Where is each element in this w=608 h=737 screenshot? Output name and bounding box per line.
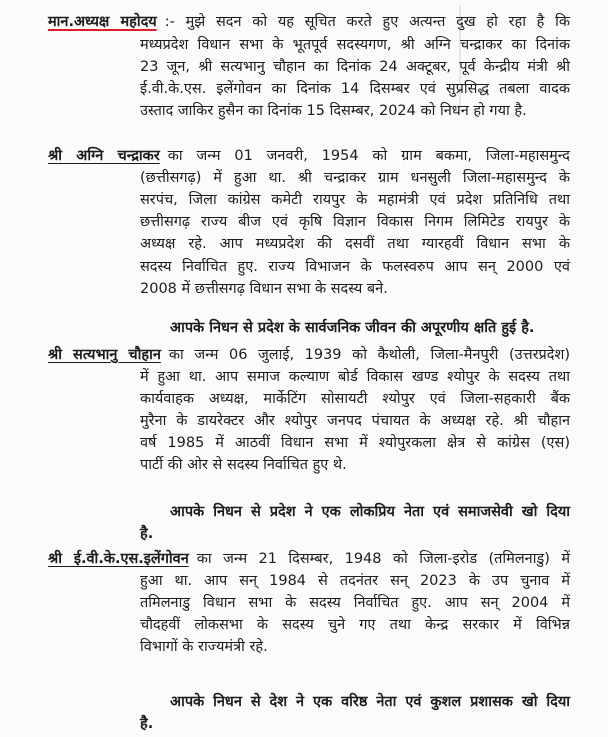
bio-line: अध्यक्ष रहे. आप मध्यप्रदेश की दसवीं तथा ग्यारहवीं विधान सभा के <box>140 236 570 252</box>
bio-line: वर्ष 1985 में आठवीं विधान सभा में श्योपुरकला क्षेत्र से कांग्रेस (एस) <box>140 435 570 451</box>
bio-line: सदस्य निर्वाचित हुए. राज्य विभाजन के फलस्वरुप आप सन् 2000 एवं <box>140 259 570 275</box>
condolence-line: है. <box>140 526 154 542</box>
person-name: श्री ई.वी.के.एस.इलेंगोवन <box>48 551 189 567</box>
condolence-line: आपके निधन से देश ने एक वरिष्ठ नेता एवं कुशल प्रशासक खो दिया <box>170 694 570 710</box>
bio-line: मुरैना के डायरेक्टर और श्योपुर जनपद पंचायत के अध्यक्ष रहे. श्री चौहान <box>140 413 570 429</box>
speaker-address: मान.अध्यक्ष महोदय <box>48 14 157 30</box>
bio-line: कार्यवाहक अध्यक्ष, मार्केटिंग सोसायटी श्योपुर एवं जिला-सहकारी बैंक <box>140 391 570 407</box>
person-name: श्री अग्नि चन्द्राकर <box>48 148 160 164</box>
bio-text: का जन्म 21 दिसम्बर, 1948 को जिला-इरोड (तमिलनाडु) में <box>196 551 570 567</box>
bio-line: तमिलनाडु विधान सभा के सदस्य निर्वाचित हुए. आप सन् 2004 में <box>140 595 570 611</box>
bio-line: चौदहवीं लोकसभा के सदस्य चुने गए तथा केन्द्र सरकार में विभिन्न <box>140 617 570 633</box>
bio-line <box>48 146 570 166</box>
bio-line: सरपंच, जिला कांग्रेस कमेटी रायपुर के महामंत्री एवं प्रदेश प्रतिनिधि तथा <box>140 192 570 208</box>
bio-line <box>48 345 570 365</box>
intro-line: ई.वी.के.एस. इलेंगोवन का दिनांक 14 दिसम्बर एवं सुप्रसिद्ध तबला वादक <box>140 81 570 97</box>
bio-text: का जन्म 06 जुलाई, 1939 को कैथोली, जिला-मैनपुरी (उत्तरप्रदेश) <box>168 347 570 363</box>
condolence-line: आपके निधन से प्रदेश ने एक लोकप्रिय नेता एवं समाजसेवी खो दिया <box>170 504 570 520</box>
intro-line: उस्ताद जाकिर हुसैन का दिनांक 15 दिसम्बर, 2024 को निधन हो गया है. <box>140 103 527 119</box>
intro-text: :- मुझे सदन को यह सूचित करते हुए अत्यन्त दुख हो रहा है कि <box>164 14 570 30</box>
bio-line: में हुआ था. आप समाज कल्याण बोर्ड विकास खण्ड श्योपुर के सदस्य तथा <box>140 369 570 385</box>
bio-line: 2008 में छत्तीसगढ़ विधान सभा के सदस्य बने. <box>140 281 388 297</box>
bio-line: छत्तीसगढ़ राज्य बीज एवं कृषि विज्ञान विकास निगम लिमिटेड रायपुर के <box>140 214 570 230</box>
condolence-line: है. <box>140 716 154 732</box>
bio-line: हुआ था. आप सन् 1984 से तदनंतर सन् 2023 के उप चुनाव में <box>140 573 570 589</box>
intro-line <box>48 12 570 32</box>
intro-line: 23 जून, श्री सत्यभानु चौहान का दिनांक 24 अक्टूबर, पूर्व केन्द्रीय मंत्री श्री <box>140 59 570 75</box>
bio-line <box>48 549 570 569</box>
condolence-line: आपके निधन से प्रदेश के सार्वजनिक जीवन की अपूरणीय क्षति हुई है. <box>170 320 535 336</box>
bio-line: (छत्तीसगढ़) में हुआ था. श्री चन्द्राकर ग्राम धनसुली जिला-महासमुन्द के <box>140 170 570 186</box>
bio-text: का जन्म 01 जनवरी, 1954 को ग्राम बकमा, जिला-महासमुन्द <box>167 148 570 164</box>
bio-line: विभागों के राज्यमंत्री रहे. <box>140 639 268 655</box>
bio-line: पार्टी की ओर से सदस्य निर्वाचित हुए थे. <box>140 457 347 473</box>
person-name: श्री सत्यभानु चौहान <box>48 347 161 363</box>
intro-line: मध्यप्रदेश विधान सभा के भूतपूर्व सदस्यगण, श्री अग्नि चन्द्राकर का दिनांक <box>140 37 570 53</box>
